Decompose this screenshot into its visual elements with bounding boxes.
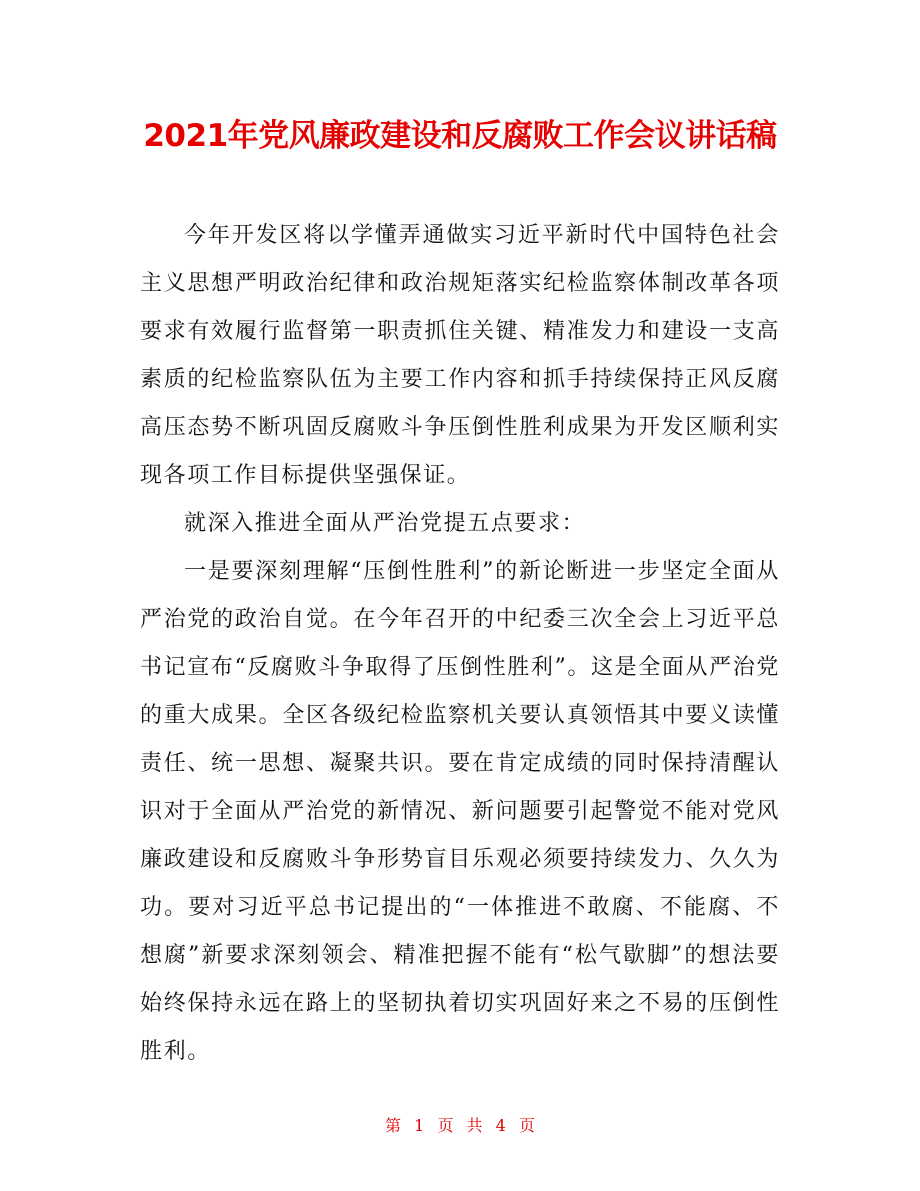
footer-prefix: 第 [385, 1116, 402, 1135]
footer-page-word: 页 [437, 1116, 454, 1135]
paragraph-intro: 今年开发区将以学懂弄通做实习近平新时代中国特色社会主义思想严明政治纪律和政治规矩落实纪检监察体制改革各项要求有效履行监督第一职责抓住关键、精准发力和建设一支高素质的纪检监察队伍为主要工作内容和抓手持续保持正风反腐高压态势不断巩固反腐败斗争压倒性胜利成果为开发区顺利实现各项工作目标提供坚强保证。 [140, 223, 780, 488]
footer-total-pages: 4 [495, 1116, 506, 1135]
page-footer [0, 1114, 920, 1138]
paragraph-requirements-heading: 就深入推进全面从严治党提五点要求： [184, 511, 586, 536]
document-body [140, 212, 780, 1076]
footer-total-prefix: 共 [466, 1116, 483, 1135]
document-title: 2021年党风廉政建设和反腐败工作会议讲话稿 [143, 118, 777, 154]
footer-suffix: 页 [518, 1116, 535, 1135]
footer-current-page: 1 [414, 1116, 425, 1135]
paragraph-point-one: 一是要深刻理解“压倒性胜利”的新论断进一步坚定全面从严治党的政治自觉。在今年召开的中纪委三次全会上习近平总书记宣布“反腐败斗争取得了压倒性胜利”。这是全面从严治党的重大成果。全区各级纪检监察机关要认真领悟其中要义读懂责任、统一思想、凝聚共识。要在肯定成绩的同时保持清醒认识对于全面从严治党的新情况、新问题要引起警觉不能对党风廉政建设和反腐败斗争形势盲目乐观必须要持续发力、久久为功。要对习近平总书记提出的“一体推进不敢腐、不能腐、不想腐”新要求深刻领会、精准把握不能有“松气歇脚”的想法要始终保持永远在路上的坚韧执着切实巩固好来之不易的压倒性胜利。 [140, 559, 780, 1064]
